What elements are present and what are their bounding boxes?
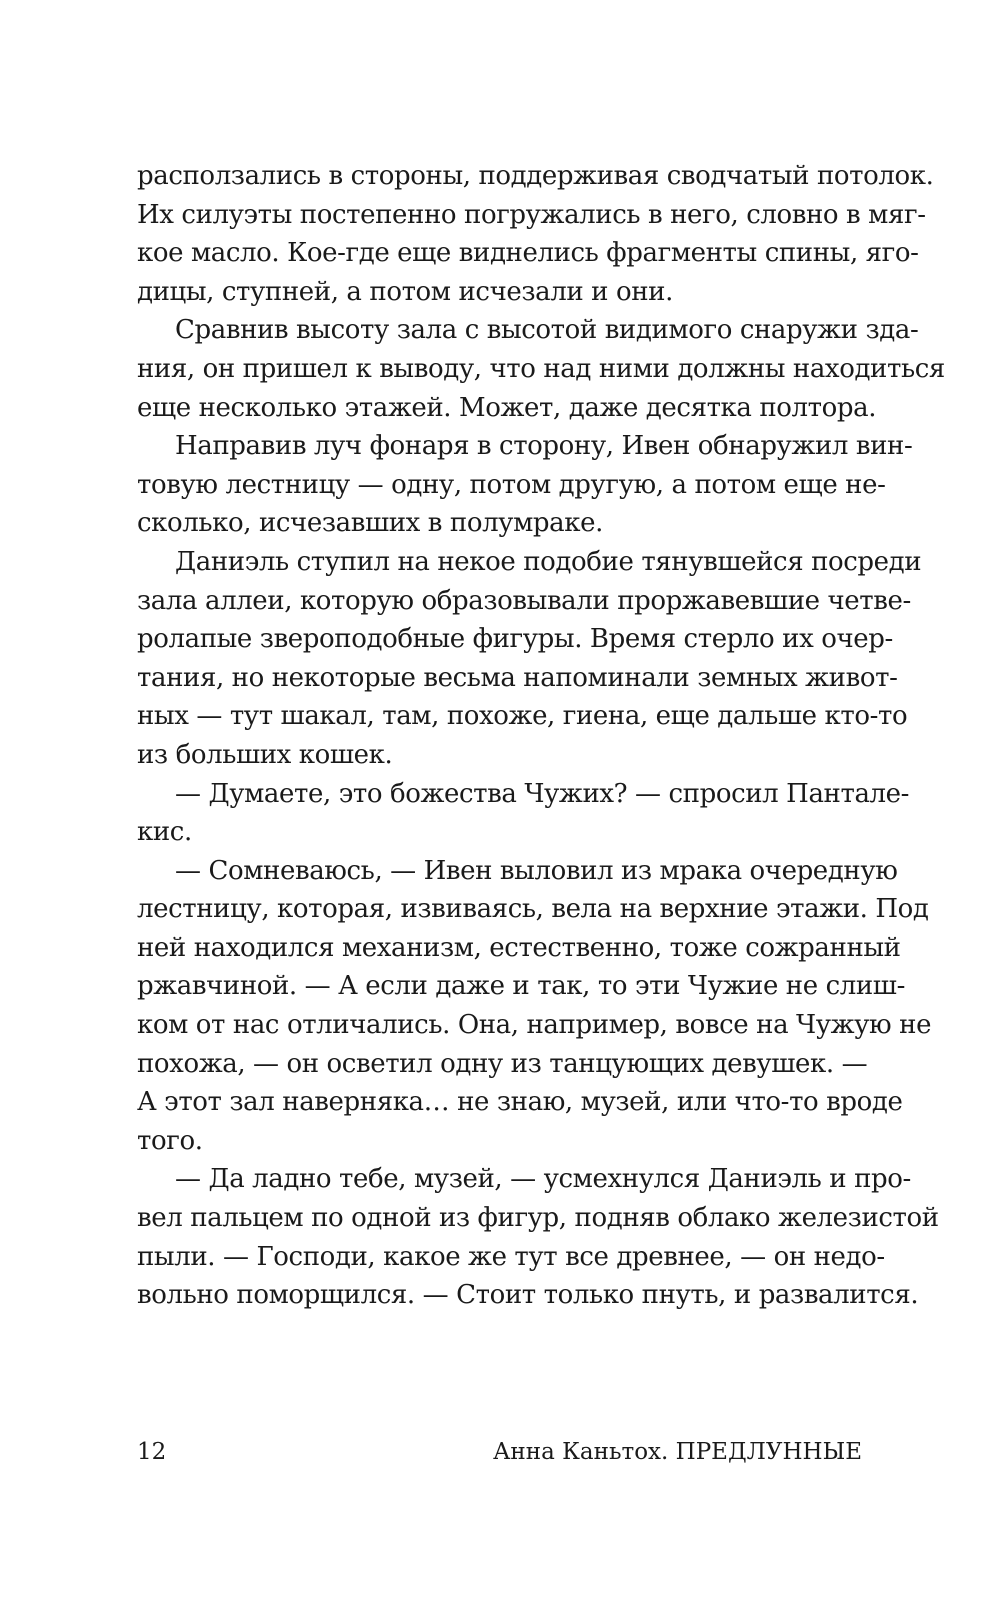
- text-line: Сравнив высоту зала с высотой видимого снаружи зда-: [175, 315, 919, 346]
- text-line: еще несколько этажей. Может, даже десятка полтора.: [137, 392, 877, 423]
- page-footer: [137, 1437, 862, 1467]
- text-line: вел пальцем по одной из фигур, подняв облако железистой: [137, 1203, 939, 1234]
- text-line: пыли. — Господи, какое же тут все древнее, — он недо-: [137, 1241, 885, 1272]
- text-line: ком от нас отличались. Она, например, вовсе на Чужую не: [137, 1010, 932, 1041]
- text-line: похожа, — он осветил одну из танцующих девушек. —: [137, 1048, 868, 1079]
- body-text: [137, 157, 945, 1315]
- text-line: ролапые звероподобные фигуры. Время стерло их очер-: [137, 624, 893, 655]
- text-line: ния, он пришел к выводу, что над ними должны находиться: [137, 353, 945, 384]
- text-line: того.: [137, 1125, 203, 1156]
- text-line: товую лестницу — одну, потом другую, а потом еще не-: [137, 469, 886, 500]
- text-line: зала аллеи, которую образовывали проржавевшие четве-: [137, 585, 911, 616]
- page-number: 12: [137, 1439, 167, 1465]
- text-line: Направив луч фонаря в сторону, Ивен обнаружил вин-: [175, 431, 913, 462]
- text-line: Их силуэты постепенно погружались в него, словно в мяг-: [137, 199, 926, 230]
- text-line: из больших кошек.: [137, 739, 393, 770]
- text-line: расползались в стороны, поддерживая сводчатый потолок.: [137, 161, 934, 191]
- text-line: сколько, исчезавших в полумраке.: [137, 508, 603, 539]
- running-title: Анна Каньтох. ПРЕДЛУННЫЕ: [493, 1439, 862, 1465]
- text-line: — Да ладно тебе, музей, — усмехнулся Даниэль и про-: [175, 1164, 911, 1195]
- text-line: ных — тут шакал, там, похоже, гиена, еще дальше кто-то: [137, 701, 908, 732]
- text-line: лестницу, которая, извиваясь, вела на верхние этажи. Под: [137, 894, 929, 925]
- text-line: ржавчиной. — А если даже и так, то эти Чужие не слиш-: [137, 971, 905, 1002]
- text-line: вольно поморщился. — Стоит только пнуть, и развалится.: [137, 1280, 919, 1311]
- text-line: — Сомневаюсь, — Ивен выловил из мрака очередную: [175, 855, 898, 886]
- text-line: кис.: [137, 817, 192, 848]
- text-line: А этот зал наверняка… не знаю, музей, или что-то вроде: [137, 1087, 903, 1118]
- text-line: ней находился механизм, естественно, тоже сожранный: [137, 932, 901, 963]
- text-line: — Думаете, это божества Чужих? — спросил Панталe-: [175, 778, 910, 809]
- text-line: тания, но некоторые весьма напоминали земных живот-: [137, 662, 898, 693]
- text-line: кое масло. Кое-где еще виднелись фрагменты спины, яго-: [137, 238, 919, 269]
- text-line: дицы, ступней, а потом исчезали и они.: [137, 276, 673, 307]
- text-line: Даниэль ступил на некое подобие тянувшейся посреди: [175, 546, 922, 577]
